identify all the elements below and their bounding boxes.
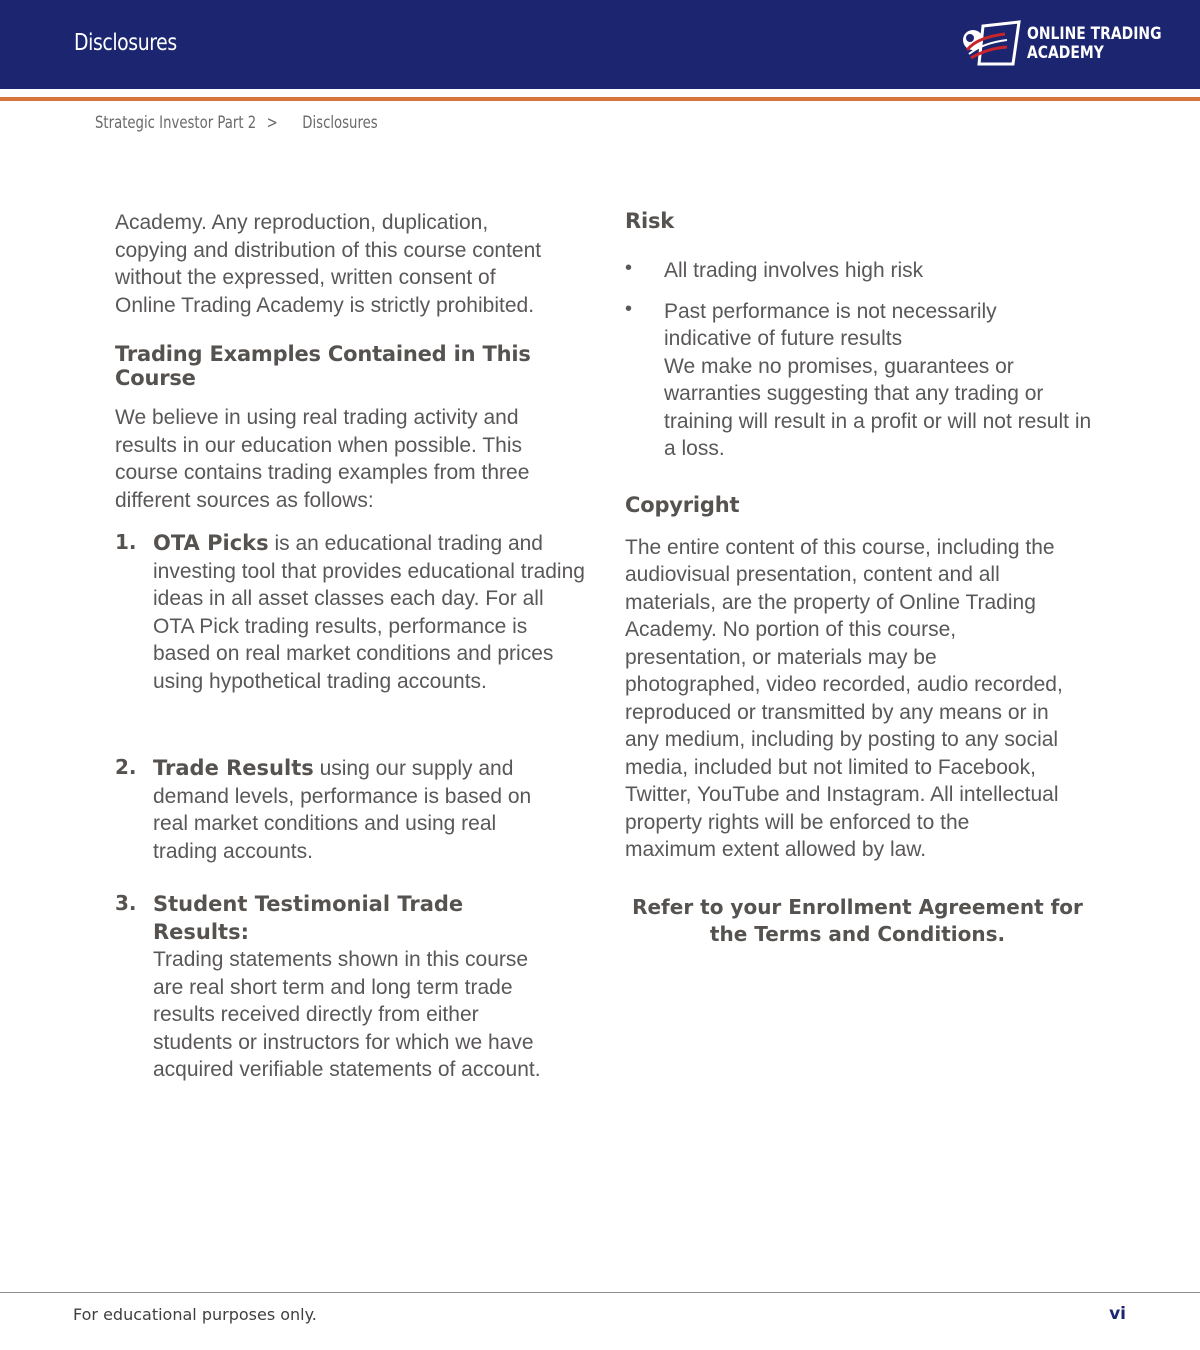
header-divider: [0, 97, 1200, 101]
copyright-heading: Copyright: [625, 492, 740, 517]
risk-bullet: [625, 298, 1105, 463]
right-column: [625, 209, 1105, 948]
breadcrumb-parent[interactable]: Strategic Investor Part 2: [95, 113, 257, 133]
trading-examples-heading: Trading Examples Contained in This Course: [115, 342, 531, 390]
list-item-body: using our supply and demand levels, performance is based on real market conditions and using real trading accounts.: [153, 757, 532, 863]
breadcrumb-separator: >: [266, 113, 278, 133]
breadcrumb: [95, 113, 378, 133]
logo-wordmark: [1027, 25, 1162, 63]
enrollment-note: Refer to your Enrollment Agreement for the Terms and Conditions.: [632, 894, 1083, 946]
page-header: [0, 0, 1200, 89]
logo-line-1: ONLINE TRADING: [1027, 24, 1162, 44]
logo-emblem-icon: [961, 20, 1023, 68]
list-item: [115, 891, 585, 1084]
list-item-lead: Student Testimonial Trade Results:: [153, 892, 464, 944]
list-item-body: Trading statements shown in this course are real short term and long term trade results received directly from either students or instructors for which we have acquired verifiable statements of account.: [153, 948, 541, 1081]
risk-promise-text: We make no promises, guarantees or warranties suggesting that any trading or training will result in a profit or will not result in a loss.: [664, 354, 1092, 460]
risk-bullet-text: All trading involves high risk: [664, 259, 924, 282]
list-item: [115, 755, 585, 865]
page-number: vi: [1109, 1304, 1126, 1324]
copyright-paragraph: The entire content of this course, including the audiovisual presentation, content and all materials, are the property of Online Trading Academy. No portion of this course, presentation, or materials may be photographed, video recorded, audio recorded, reproduced or transmitted by any means or in any medium, including by posting to any social media, included but not limited to Facebook, Twitter, YouTube and Instagram. All intellectual property rights will be enforced to the maximum extent allowed by law.: [625, 535, 1063, 861]
list-item-lead: OTA Picks: [153, 531, 269, 555]
page-title: Disclosures: [74, 30, 177, 56]
list-item-text: [153, 891, 563, 1084]
footer-divider: [0, 1292, 1200, 1293]
risk-bullet-text: Past performance is not necessarily indicative of future results: [664, 299, 997, 350]
trading-examples-paragraph: We believe in using real trading activity and results in our education when possible. This course contains trading examples from three different sources as follows:: [115, 406, 530, 512]
logo-line-2: ACADEMY: [1027, 43, 1104, 63]
bullet-icon: •: [625, 257, 633, 279]
company-logo: [961, 20, 1162, 70]
list-number: 2.: [115, 755, 137, 779]
list-item-body: is an educational trading and investing tool that provides educational trading ideas in all asset classes each day. For all OTA Pick trading results, performance is based on real market conditions and prices using hypothetical trading accounts.: [153, 532, 585, 693]
risk-heading: Risk: [625, 209, 675, 233]
intro-paragraph: Academy. Any reproduction, duplication, copying and distribution of this course content without the expressed, written consent of Online Trading Academy is strictly prohibited.: [115, 211, 542, 317]
list-number: 3.: [115, 891, 137, 915]
footer-disclaimer: For educational purposes only.: [73, 1305, 317, 1324]
list-number: 1.: [115, 530, 137, 554]
risk-bullet: [625, 257, 1105, 285]
left-column: [115, 209, 585, 1084]
bullet-icon: •: [625, 297, 633, 320]
header-divider-gap: [0, 89, 1200, 96]
list-item: [115, 530, 585, 695]
list-item-lead: Trade Results: [153, 756, 314, 780]
breadcrumb-current: Disclosures: [302, 113, 378, 133]
list-item-text: [153, 530, 585, 695]
list-item-text: [153, 755, 553, 865]
